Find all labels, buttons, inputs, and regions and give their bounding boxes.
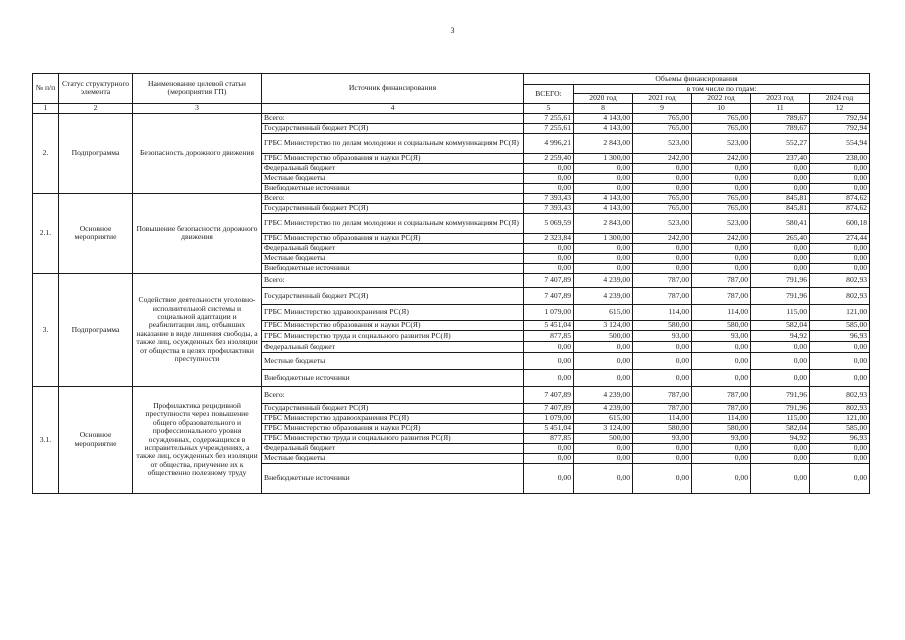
table-row xyxy=(33,193,870,203)
item-name: Повышение безопасности дорожного движения xyxy=(133,193,262,273)
funding-source: ГРБС Министерство образования и науки РС(Я) xyxy=(262,233,524,243)
value-year: 4 143,00 xyxy=(574,123,633,133)
value-year: 0,00 xyxy=(810,369,870,386)
page-number: 3 xyxy=(450,26,455,35)
index-cell: 8 xyxy=(574,103,633,113)
value-total: 0,00 xyxy=(524,163,574,173)
value-year: 0,00 xyxy=(751,369,810,386)
financing-table xyxy=(32,73,870,494)
index-cell: 12 xyxy=(810,103,870,113)
value-year: 0,00 xyxy=(633,443,692,453)
funding-source: Федеральный бюджет xyxy=(262,163,524,173)
value-year: 242,00 xyxy=(633,233,692,243)
value-year: 0,00 xyxy=(810,253,870,263)
value-year: 0,00 xyxy=(692,443,751,453)
value-year: 0,00 xyxy=(810,463,870,493)
value-year: 0,00 xyxy=(751,443,810,453)
index-cell: 4 xyxy=(262,103,524,113)
value-year: 615,00 xyxy=(574,413,633,423)
value-total: 5 069,59 xyxy=(524,213,574,233)
value-year: 791,96 xyxy=(751,403,810,413)
value-year: 0,00 xyxy=(751,173,810,183)
index-cell: 3 xyxy=(133,103,262,113)
value-year: 765,00 xyxy=(692,113,751,123)
value-year: 238,00 xyxy=(810,153,870,163)
value-year: 0,00 xyxy=(692,263,751,273)
value-year: 580,00 xyxy=(692,423,751,433)
value-year: 0,00 xyxy=(810,453,870,463)
funding-source: Всего: xyxy=(262,193,524,203)
value-year: 580,00 xyxy=(692,320,751,330)
value-year: 802,93 xyxy=(810,386,870,403)
header-status: Статус структурного элемента xyxy=(59,74,133,104)
value-total: 2 323,84 xyxy=(524,233,574,243)
value-year: 500,00 xyxy=(574,433,633,443)
value-year: 0,00 xyxy=(692,253,751,263)
value-year: 4 143,00 xyxy=(574,203,633,213)
value-year: 0,00 xyxy=(810,173,870,183)
value-year: 121,00 xyxy=(810,304,870,320)
value-year: 765,00 xyxy=(692,123,751,133)
table-row xyxy=(33,273,870,287)
value-year: 2 843,00 xyxy=(574,213,633,233)
funding-source: ГРБС Министерство труда и социального развития РС(Я) xyxy=(262,433,524,443)
value-year: 582,04 xyxy=(751,423,810,433)
funding-source: ГРБС Министерство образования и науки РС(Я) xyxy=(262,320,524,330)
value-year: 4 143,00 xyxy=(574,193,633,203)
index-cell: 1 xyxy=(33,103,59,113)
value-year: 0,00 xyxy=(633,253,692,263)
header-num: № п/п xyxy=(33,74,59,104)
value-year: 0,00 xyxy=(751,453,810,463)
funding-source: Внебюджетные источники xyxy=(262,183,524,193)
value-year: 554,94 xyxy=(810,133,870,153)
value-year: 0,00 xyxy=(574,173,633,183)
funding-source: Государственный бюджет РС(Я) xyxy=(262,287,524,304)
value-year: 0,00 xyxy=(810,183,870,193)
value-year: 552,27 xyxy=(751,133,810,153)
value-year: 0,00 xyxy=(692,173,751,183)
value-year: 787,00 xyxy=(692,403,751,413)
value-year: 0,00 xyxy=(751,463,810,493)
value-year: 115,00 xyxy=(751,304,810,320)
item-status: Основное мероприятие xyxy=(59,193,133,273)
header-volumes: Объемы финансирования xyxy=(524,74,870,85)
value-year: 93,00 xyxy=(692,433,751,443)
funding-source: Внебюджетные источники xyxy=(262,463,524,493)
value-total: 2 259,40 xyxy=(524,153,574,163)
value-total: 0,00 xyxy=(524,253,574,263)
value-year: 580,00 xyxy=(633,320,692,330)
value-year: 874,62 xyxy=(810,203,870,213)
index-cell: 2 xyxy=(59,103,133,113)
index-cell: 9 xyxy=(633,103,692,113)
value-year: 0,00 xyxy=(574,243,633,253)
value-year: 121,00 xyxy=(810,413,870,423)
item-status: Основное мероприятие xyxy=(59,386,133,493)
header-year-2021: 2021 год xyxy=(633,94,692,103)
value-year: 802,93 xyxy=(810,273,870,287)
value-year: 0,00 xyxy=(633,463,692,493)
value-year: 0,00 xyxy=(751,263,810,273)
value-year: 791,96 xyxy=(751,273,810,287)
value-total: 0,00 xyxy=(524,173,574,183)
index-cell: 5 xyxy=(524,103,574,113)
funding-source: Внебюджетные источники xyxy=(262,369,524,386)
value-year: 0,00 xyxy=(751,352,810,369)
value-year: 242,00 xyxy=(692,153,751,163)
value-total: 7 407,89 xyxy=(524,403,574,413)
value-year: 845,81 xyxy=(751,193,810,203)
value-total: 0,00 xyxy=(524,341,574,352)
value-year: 0,00 xyxy=(810,341,870,352)
value-year: 789,67 xyxy=(751,123,810,133)
value-year: 787,00 xyxy=(692,386,751,403)
header-year-2020: 2020 год xyxy=(574,94,633,103)
value-year: 791,96 xyxy=(751,386,810,403)
value-total: 7 255,61 xyxy=(524,113,574,123)
item-name: Содействие деятельности уголовно-исполнительной системы и социальной адаптации и реабилитации лиц, отбывших наказание в виде лишения свободы, а также лиц, осужденных без изоляции от общества в целях профилактики преступности xyxy=(133,273,262,386)
funding-source: Федеральный бюджет xyxy=(262,341,524,352)
index-cell: 11 xyxy=(751,103,810,113)
value-total: 0,00 xyxy=(524,352,574,369)
header-source: Источник финансирования xyxy=(262,74,524,104)
value-total: 1 079,00 xyxy=(524,304,574,320)
value-year: 4 143,00 xyxy=(574,113,633,123)
funding-source: Всего: xyxy=(262,386,524,403)
item-name: Безопасность дорожного движения xyxy=(133,113,262,193)
funding-source: Федеральный бюджет xyxy=(262,443,524,453)
value-total: 0,00 xyxy=(524,183,574,193)
value-year: 0,00 xyxy=(574,263,633,273)
value-year: 3 124,00 xyxy=(574,320,633,330)
value-year: 114,00 xyxy=(692,413,751,423)
value-year: 874,62 xyxy=(810,193,870,203)
funding-source: ГРБС Министерство здравоохранения РС(Я) xyxy=(262,304,524,320)
value-year: 242,00 xyxy=(692,233,751,243)
value-year: 0,00 xyxy=(810,352,870,369)
value-year: 0,00 xyxy=(692,352,751,369)
item-status: Подпрограмма xyxy=(59,273,133,386)
value-year: 500,00 xyxy=(574,330,633,341)
value-year: 0,00 xyxy=(810,163,870,173)
index-cell: 10 xyxy=(692,103,751,113)
value-year: 0,00 xyxy=(574,163,633,173)
funding-source: ГРБС Министерство здравоохранения РС(Я) xyxy=(262,413,524,423)
header-by-years: в том числе по годам: xyxy=(574,85,870,94)
value-year: 4 239,00 xyxy=(574,386,633,403)
value-year: 93,00 xyxy=(633,330,692,341)
item-status: Подпрограмма xyxy=(59,113,133,193)
value-year: 114,00 xyxy=(633,304,692,320)
value-year: 0,00 xyxy=(692,341,751,352)
funding-source: ГРБС Министерство образования и науки РС(Я) xyxy=(262,153,524,163)
value-total: 0,00 xyxy=(524,263,574,273)
value-year: 0,00 xyxy=(751,183,810,193)
funding-source: ГРБС Министерство труда и социального развития РС(Я) xyxy=(262,330,524,341)
value-total: 4 996,21 xyxy=(524,133,574,153)
value-year: 787,00 xyxy=(633,386,692,403)
value-year: 94,92 xyxy=(751,433,810,443)
value-total: 1 079,00 xyxy=(524,413,574,423)
value-year: 523,00 xyxy=(692,133,751,153)
value-year: 4 239,00 xyxy=(574,403,633,413)
value-year: 0,00 xyxy=(574,341,633,352)
table-row xyxy=(33,113,870,123)
value-total: 0,00 xyxy=(524,243,574,253)
value-total: 7 393,43 xyxy=(524,193,574,203)
funding-source: Всего: xyxy=(262,113,524,123)
value-year: 0,00 xyxy=(574,253,633,263)
value-total: 5 451,04 xyxy=(524,320,574,330)
value-total: 7 407,89 xyxy=(524,287,574,304)
header-year-2024: 2024 год xyxy=(810,94,870,103)
value-year: 0,00 xyxy=(574,369,633,386)
value-year: 585,00 xyxy=(810,423,870,433)
value-year: 94,92 xyxy=(751,330,810,341)
value-year: 96,93 xyxy=(810,433,870,443)
value-year: 789,67 xyxy=(751,113,810,123)
value-year: 765,00 xyxy=(692,203,751,213)
value-year: 585,00 xyxy=(810,320,870,330)
value-total: 877,85 xyxy=(524,330,574,341)
funding-source: ГРБС Министерство образования и науки РС(Я) xyxy=(262,423,524,433)
value-year: 2 843,00 xyxy=(574,133,633,153)
value-total: 5 451,04 xyxy=(524,423,574,433)
value-year: 1 300,00 xyxy=(574,233,633,243)
value-year: 0,00 xyxy=(574,453,633,463)
item-number: 2. xyxy=(33,113,59,193)
value-year: 523,00 xyxy=(633,213,692,233)
value-year: 523,00 xyxy=(633,133,692,153)
item-name: Профилактика рецидивной преступности через повышение общего образовательного и профессионального уровня осужденных, содержащихся в исправительных учреждениях, а также лиц, осужденных без изоляции от общества, приучение их к общественно полезному труду xyxy=(133,386,262,493)
value-year: 0,00 xyxy=(692,183,751,193)
value-year: 791,96 xyxy=(751,287,810,304)
value-year: 787,00 xyxy=(633,273,692,287)
value-total: 0,00 xyxy=(524,453,574,463)
value-year: 0,00 xyxy=(574,352,633,369)
value-year: 0,00 xyxy=(574,183,633,193)
value-year: 114,00 xyxy=(633,413,692,423)
header-year-2023: 2023 год xyxy=(751,94,810,103)
funding-source: Всего: xyxy=(262,273,524,287)
value-year: 582,04 xyxy=(751,320,810,330)
value-year: 4 239,00 xyxy=(574,273,633,287)
value-total: 7 255,61 xyxy=(524,123,574,133)
value-year: 765,00 xyxy=(633,193,692,203)
value-year: 580,00 xyxy=(633,423,692,433)
value-year: 615,00 xyxy=(574,304,633,320)
header-total: ВСЕГО: xyxy=(524,85,574,104)
value-year: 0,00 xyxy=(633,173,692,183)
funding-source: Местные бюджеты xyxy=(262,352,524,369)
header-year-2022: 2022 год xyxy=(692,94,751,103)
value-year: 0,00 xyxy=(692,453,751,463)
value-year: 765,00 xyxy=(633,123,692,133)
item-number: 3.1. xyxy=(33,386,59,493)
funding-source: Местные бюджеты xyxy=(262,173,524,183)
value-year: 0,00 xyxy=(751,163,810,173)
funding-source: ГРБС Министерство по делам молодежи и социальным коммуникациям РС(Я) xyxy=(262,133,524,153)
value-year: 0,00 xyxy=(633,341,692,352)
value-total: 7 407,89 xyxy=(524,386,574,403)
value-year: 93,00 xyxy=(633,433,692,443)
value-total: 0,00 xyxy=(524,463,574,493)
value-year: 1 300,00 xyxy=(574,153,633,163)
value-year: 0,00 xyxy=(751,341,810,352)
value-year: 845,81 xyxy=(751,203,810,213)
value-year: 3 124,00 xyxy=(574,423,633,433)
value-year: 787,00 xyxy=(692,287,751,304)
value-year: 0,00 xyxy=(692,369,751,386)
table-body xyxy=(33,74,870,494)
funding-source: ГРБС Министерство по делам молодежи и социальным коммуникациям РС(Я) xyxy=(262,213,524,233)
value-year: 0,00 xyxy=(692,463,751,493)
value-year: 787,00 xyxy=(633,403,692,413)
value-year: 0,00 xyxy=(574,463,633,493)
value-total: 877,85 xyxy=(524,433,574,443)
value-year: 802,93 xyxy=(810,287,870,304)
value-year: 0,00 xyxy=(810,243,870,253)
value-year: 0,00 xyxy=(633,243,692,253)
header-name: Наименование целевой статьи (мероприятия ГП) xyxy=(133,74,262,104)
value-year: 0,00 xyxy=(633,453,692,463)
funding-source: Федеральный бюджет xyxy=(262,243,524,253)
value-total: 7 393,43 xyxy=(524,203,574,213)
value-year: 0,00 xyxy=(810,443,870,453)
item-number: 3. xyxy=(33,273,59,386)
funding-source: Местные бюджеты xyxy=(262,253,524,263)
value-total: 0,00 xyxy=(524,443,574,453)
value-year: 115,00 xyxy=(751,413,810,423)
value-year: 0,00 xyxy=(633,163,692,173)
value-year: 802,93 xyxy=(810,403,870,413)
value-year: 274,44 xyxy=(810,233,870,243)
table-row xyxy=(33,386,870,403)
value-year: 242,00 xyxy=(633,153,692,163)
value-year: 0,00 xyxy=(633,183,692,193)
value-year: 600,18 xyxy=(810,213,870,233)
value-year: 787,00 xyxy=(633,287,692,304)
value-year: 0,00 xyxy=(633,369,692,386)
value-year: 0,00 xyxy=(692,163,751,173)
funding-source: Государственный бюджет РС(Я) xyxy=(262,123,524,133)
value-year: 0,00 xyxy=(751,243,810,253)
value-year: 523,00 xyxy=(692,213,751,233)
value-year: 265,40 xyxy=(751,233,810,243)
value-year: 792,94 xyxy=(810,113,870,123)
value-year: 0,00 xyxy=(633,352,692,369)
funding-source: Государственный бюджет РС(Я) xyxy=(262,403,524,413)
item-number: 2.1. xyxy=(33,193,59,273)
value-year: 765,00 xyxy=(692,193,751,203)
value-year: 787,00 xyxy=(692,273,751,287)
value-year: 0,00 xyxy=(692,243,751,253)
value-year: 93,00 xyxy=(692,330,751,341)
value-year: 765,00 xyxy=(633,113,692,123)
value-total: 7 407,89 xyxy=(524,273,574,287)
value-year: 765,00 xyxy=(633,203,692,213)
value-year: 0,00 xyxy=(574,443,633,453)
value-year: 0,00 xyxy=(633,263,692,273)
value-year: 0,00 xyxy=(810,263,870,273)
funding-source: Внебюджетные источники xyxy=(262,263,524,273)
value-year: 114,00 xyxy=(692,304,751,320)
value-total: 0,00 xyxy=(524,369,574,386)
value-year: 96,93 xyxy=(810,330,870,341)
value-year: 0,00 xyxy=(751,253,810,263)
value-year: 237,40 xyxy=(751,153,810,163)
value-year: 580,41 xyxy=(751,213,810,233)
funding-source: Местные бюджеты xyxy=(262,453,524,463)
funding-source: Государственный бюджет РС(Я) xyxy=(262,203,524,213)
value-year: 4 239,00 xyxy=(574,287,633,304)
value-year: 792,94 xyxy=(810,123,870,133)
